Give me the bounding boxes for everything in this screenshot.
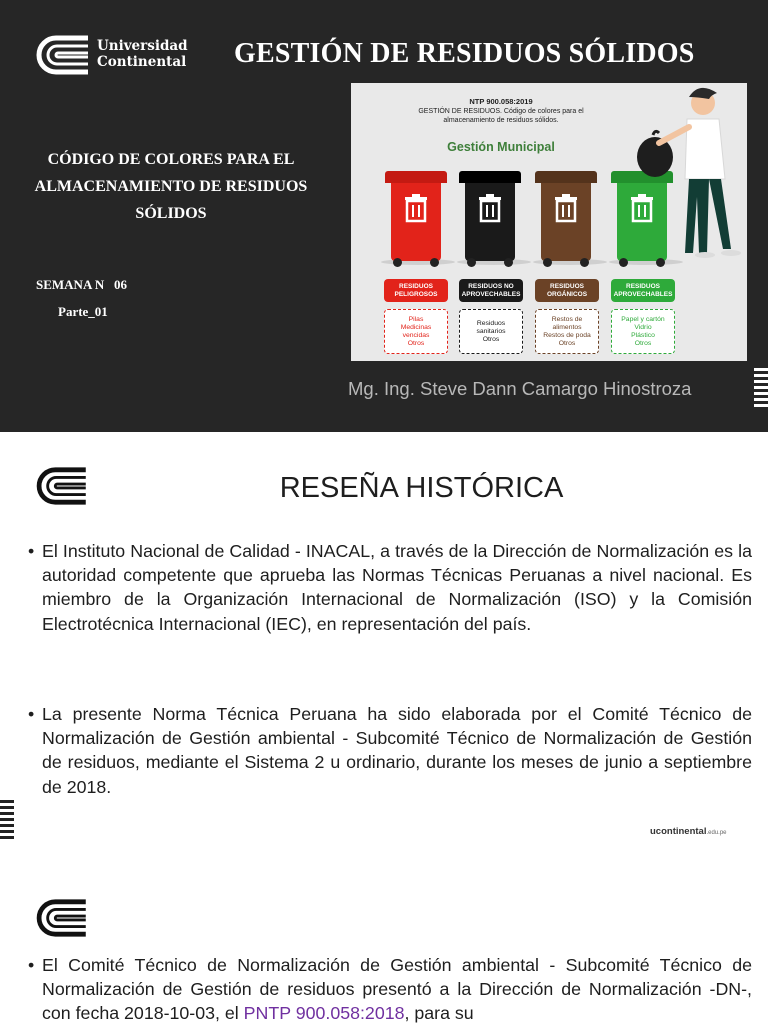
slide-title: GESTIÓN DE RESIDUOS SÓLIDOS [234, 38, 695, 69]
trash-icon [403, 193, 429, 223]
pntp-link[interactable]: PNTP 900.058:2018 [243, 1003, 405, 1024]
infographic-ntp: NTP 900.058:2019 [469, 97, 533, 106]
label-recyclable: RESIDUOS APROVECHABLES [611, 279, 675, 302]
bullet-dot: • [28, 541, 35, 561]
brand-line1: Universidad [97, 38, 188, 54]
label-organic: RESIDUOS ORGÁNICOS [535, 279, 599, 302]
bullet-text: El Instituto Nacional de Calidad - INACAL, a través de la Dirección de Normalización es la autoridad competente que aprueba las Normas Técnicas Peruanas a nivel nacional. Es miembro de la Organización Internacional de Normalización (ISO) y la Comisión Electrotécnica Internacional (IEC), en representación del país. [42, 541, 752, 634]
bullet-inacal [28, 539, 752, 636]
red-bin-icon [385, 171, 447, 263]
bullet-text: El Comité Técnico de Normalización de Gestión ambiental - Subcomité Técnico de Normalización de Gestión de residuos presentó a la Dirección de Normalización -DN-, con fecha 2018-10-03, el PNTP 900.058:2018, para su [42, 955, 752, 1024]
university-logo-icon [34, 898, 88, 938]
brown-bin-icon [535, 171, 597, 263]
footer-brand: ucontinental.edu.pe [650, 826, 727, 837]
bullet-text: La presente Norma Técnica Peruana ha sido elaborada por el Comité Técnico de Normalización de Gestión ambiental - Subcomité Técnico de Normalización de Gestión de residuos, mediante el Sistema 2 u ordinario, durante los meses de junio a septiembre de 2018. [42, 704, 752, 797]
items-hazardous: Pilas Medicinas vencidas Otros [384, 309, 448, 354]
brand-line2: Continental [97, 54, 187, 70]
trash-icon [477, 193, 503, 223]
part-label: Parte_01 [58, 304, 108, 319]
bullet-committee [28, 702, 752, 799]
author-name: Mg. Ing. Steve Dann Camargo Hinostroza [348, 378, 692, 399]
label-hazardous: RESIDUOS PELIGROSOS [384, 279, 448, 302]
black-bin-icon [459, 171, 521, 263]
history-slide [0, 432, 768, 864]
items-organic: Restos de alimentos Restos de poda Otros [535, 309, 599, 354]
menu-stripes-icon [754, 368, 768, 410]
week-label: SEMANA N 06 [36, 277, 128, 292]
color-code-infographic [351, 83, 747, 361]
university-logo-icon [34, 34, 90, 76]
infographic-heading: Gestión Municipal [447, 140, 555, 154]
section-title: RESEÑA HISTÓRICA [279, 472, 564, 504]
menu-stripes-icon [0, 800, 14, 842]
trash-icon [553, 193, 579, 223]
continued-slide [0, 864, 768, 1024]
items-non-recyclable: Residuos sanitarios Otros [459, 309, 523, 354]
title-slide [0, 0, 768, 432]
university-name [97, 38, 188, 70]
label-non-recyclable: RESIDUOS NO APROVECHABLES [459, 279, 523, 302]
bullet-dot: • [28, 704, 35, 724]
bullet-pntp [28, 953, 752, 1024]
slide-subtitle: CÓDIGO DE COLORES PARA EL ALMACENAMIENTO DE RESIDUOS SÓLIDOS [34, 151, 308, 222]
person-with-garbage-bag-icon [627, 83, 747, 263]
items-recyclable: Papel y cartón Vidrio Plástico Otros [611, 309, 675, 354]
bullet-dot: • [28, 955, 35, 975]
infographic-description: GESTIÓN DE RESIDUOS. Código de colores para el almacenamiento de residuos sólidos. [418, 108, 584, 124]
